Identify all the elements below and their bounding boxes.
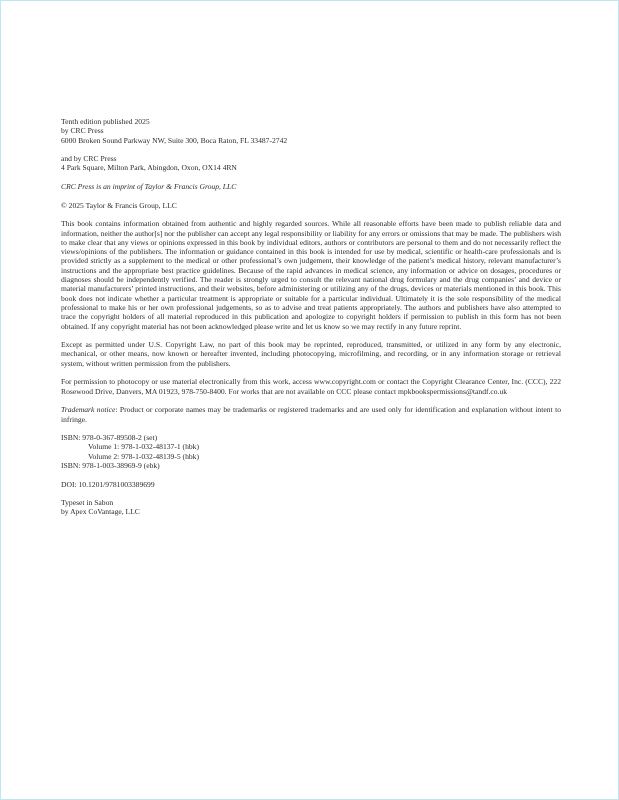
trademark-label: Trademark notice xyxy=(61,405,116,415)
isbn-block xyxy=(61,433,561,470)
permission-paragraph xyxy=(61,377,561,396)
typeset-font: Typeset in Sabon xyxy=(61,498,114,508)
isbn-volume-2: Volume 2: 978-1-032-48139-5 (hbk) xyxy=(88,451,200,461)
uk-address: 4 Park Square, Milton Park, Abingdon, Oxon, OX14 4RN xyxy=(61,163,237,173)
disclaimer-text: This book contains information obtained from authentic and highly regarded sources. While all reasonable efforts have been made to publish reliable data and information, neither the author[s] nor the publisher can accept any legal responsibility or liability for any errors or omissions that may be made. The publishers wish to make clear that any views or opinions expressed in this book by individual editors, authors or contributors are personal to them and do not necessarily reflect the views/opinions of the publishers. The information or guidance contained in this book is intended for use by medical, scientific or health-care professionals and is provided strictly as a supplement to the medical or other professional’s own judgement, their knowledge of the patient’s medical history, relevant manufacturer’s instructions and the appropriate best practice guidelines. Because of the rapid advances in medical science, any information or advice on dosages, procedures or diagnoses should be independently verified. The reader is strongly urged to consult the relevant national drug formulary and the drug companies’ and device or material manufacturers’ printed instructions, and their websites, before administering or utilizing any of the drugs, devices or materials mentioned in this book. This book does not indicate whether a particular treatment is appropriate or suitable for a particular individual. Ultimately it is the sole responsibility of the medical professional to make his or her own professional judgements, so as to advise and treat patients appropriately. The authors and publishers have also attempted to trace the copyright holders of all material reproduced in this publication and apologize to copyright holders if permission to publish in this form has not been obtained. If any copyright material has not been acknowledged please write and let us know so we may rectify in any future reprint. xyxy=(61,219,561,331)
trademark-notice xyxy=(61,405,561,424)
doi: DOI: 10.1201/9781003389699 xyxy=(61,479,155,489)
typeset-block xyxy=(61,498,561,517)
page-content xyxy=(61,117,561,517)
trademark-text: : Product or corporate names may be trademarks or registered trademarks and are used only for identification and explanation without intent to infringe. xyxy=(61,405,561,424)
us-address: 6000 Broken Sound Parkway NW, Suite 300, Boca Raton, FL 33487-2742 xyxy=(61,135,288,145)
copyright-law-text: Except as permitted under U.S. Copyright Law, no part of this book may be reprinted, reproduced, transmitted, or utilized in any form by any electronic, mechanical, or other means, now known or hereafter invented, including photocopying, microfilming, and recording, or in any information storage or retrieval system, without written permission from the publishers. xyxy=(61,340,561,368)
isbn-ebook: ISBN: 978-1-003-38969-9 (ebk) xyxy=(61,460,160,470)
trademark-paragraph xyxy=(61,405,561,424)
edition-line: Tenth edition published 2025 xyxy=(61,117,150,126)
isbn-volume-1: Volume 1: 978-1-032-48137-1 (hbk) xyxy=(88,442,200,452)
publisher-line: by CRC Press xyxy=(61,126,104,136)
typesetter: by Apex CoVantage, LLC xyxy=(61,507,140,517)
copyright-law-paragraph xyxy=(61,340,561,368)
imprint-note: CRC Press is an imprint of Taylor & Francis Group, LLC xyxy=(61,182,237,192)
isbn-set: ISBN: 978-0-367-89508-2 (set) xyxy=(61,433,158,443)
edition-block xyxy=(61,117,561,145)
permission-text: For permission to photocopy or use material electronically from this work, access www.copyright.com or contact the Copyright Clearance Center, Inc. (CCC), 222 Rosewood Drive, Danvers, MA 01923, 978-750-8400. For works that are not available on CCC please contact mpkbookspermissions@tandf.co.uk xyxy=(61,377,561,396)
disclaimer-paragraph xyxy=(61,219,561,331)
uk-address-block xyxy=(61,154,561,173)
copyright-notice: © 2025 Taylor & Francis Group, LLC xyxy=(61,200,177,210)
uk-publisher-line: and by CRC Press xyxy=(61,154,117,164)
